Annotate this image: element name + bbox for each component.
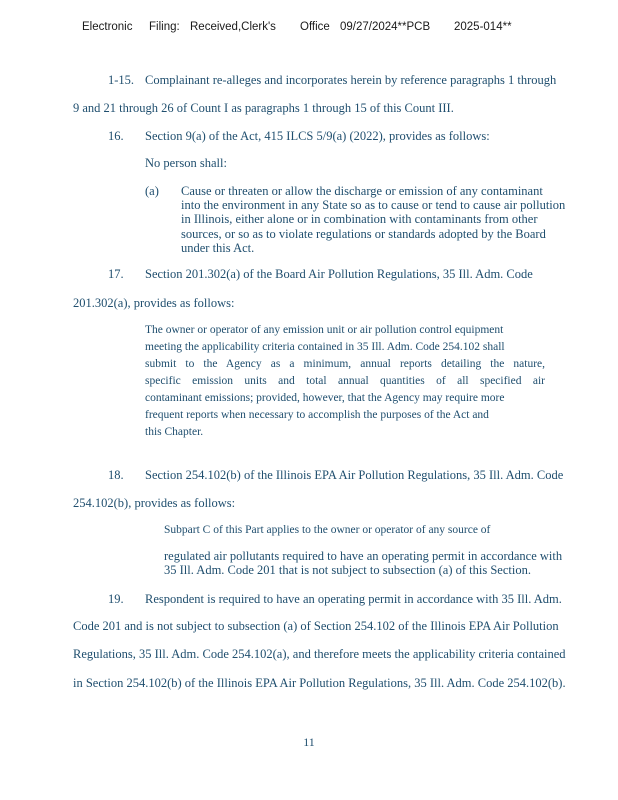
para-16-quote-line: in Illinois, either alone or in combination with contaminants from other [181,212,538,227]
para-16-quote-line: under this Act. [181,240,255,255]
para-16-text: Section 9(a) of the Act, 415 ILCS 5/9(a) (2022), provides as follows: [145,129,490,143]
para-18-line-2: 254.102(b), provides as follows: [73,496,236,510]
para-1-15-line-1: Complainant re-alleges and incorporates herein by reference paragraphs 1 through [145,73,557,87]
para-16-quote-line: into the environment in any State so as to cause or tend to cause air pollution [181,198,566,213]
header-filing: Filing: [149,21,180,33]
para-17-quote-line: frequent reports when necessary to accomplish the purposes of the Act and [145,409,489,421]
para-18-number: 18. [108,468,124,482]
para-17-number: 17. [108,267,124,281]
para-19-line-3: Regulations, 35 Ill. Adm. Code 254.102(a), and therefore meets the applicability criteria contained [73,647,566,661]
para-19-number: 19. [108,592,124,606]
para-18-line-1: Section 254.102(b) of the Illinois EPA Air Pollution Regulations, 35 Ill. Adm. Code [145,468,564,482]
para-19-line-1: Respondent is required to have an operating permit in accordance with 35 Ill. Adm. [145,592,562,606]
para-17-quote-line: this Chapter. [145,426,204,438]
header-office: Office [300,21,330,33]
para-16-quote-item-label: (a) [145,184,159,198]
para-18-quote-line-3: 35 Ill. Adm. Code 201 that is not subject to subsection (a) of this Section. [164,563,531,577]
para-16-number: 16. [108,129,124,143]
para-17-quote-line: submit to the Agency as a minimum, annual reports detailing the nature, [145,358,545,370]
header-received: Received,Clerk's [190,21,276,33]
header-electronic: Electronic [82,21,133,33]
para-16-quote-line: Cause or threaten or allow the discharge or emission of any contaminant [181,184,543,198]
para-17-quote-block [145,322,545,441]
para-17-line-2: 201.302(a), provides as follows: [73,296,235,310]
para-17-quote-line: The owner or operator of any emission unit or air pollution control equipment [145,324,504,336]
para-17-quote-line: contaminant emissions; provided, however, that the Agency may require more [145,392,505,404]
para-16-quote-block [181,184,565,255]
para-18-quote-line-2: regulated air pollutants required to have an operating permit in accordance with [164,549,563,563]
page-number: 11 [303,735,315,749]
para-16-quote-line: sources, or so as to violate regulations or standards adopted by the Board [181,226,546,241]
para-16-quote-intro: No person shall: [145,156,227,170]
para-1-15-line-2: 9 and 21 through 26 of Count I as paragraphs 1 through 15 of this Count III. [73,101,454,115]
para-19-line-4: in Section 254.102(b) of the Illinois EPA Air Pollution Regulations, 35 Ill. Adm. Code 254.102(b). [73,676,566,690]
header-case-number: 2025-014** [454,21,512,33]
para-18-quote-line-1: Subpart C of this Part applies to the owner or operator of any source of [164,524,491,536]
para-19-line-2: Code 201 and is not subject to subsection (a) of Section 254.102 of the Illinois EPA Air Pollution [73,619,559,633]
para-17-quote-line: meeting the applicability criteria contained in 35 Ill. Adm. Code 254.102 shall [145,341,505,353]
para-1-15-number: 1-15. [108,73,135,87]
header-date: 09/27/2024**PCB [340,21,431,33]
para-17-quote-line: specific emission units and total annual quantities of all specified air [145,375,545,387]
para-17-line-1: Section 201.302(a) of the Board Air Pollution Regulations, 35 Ill. Adm. Code [145,267,533,281]
